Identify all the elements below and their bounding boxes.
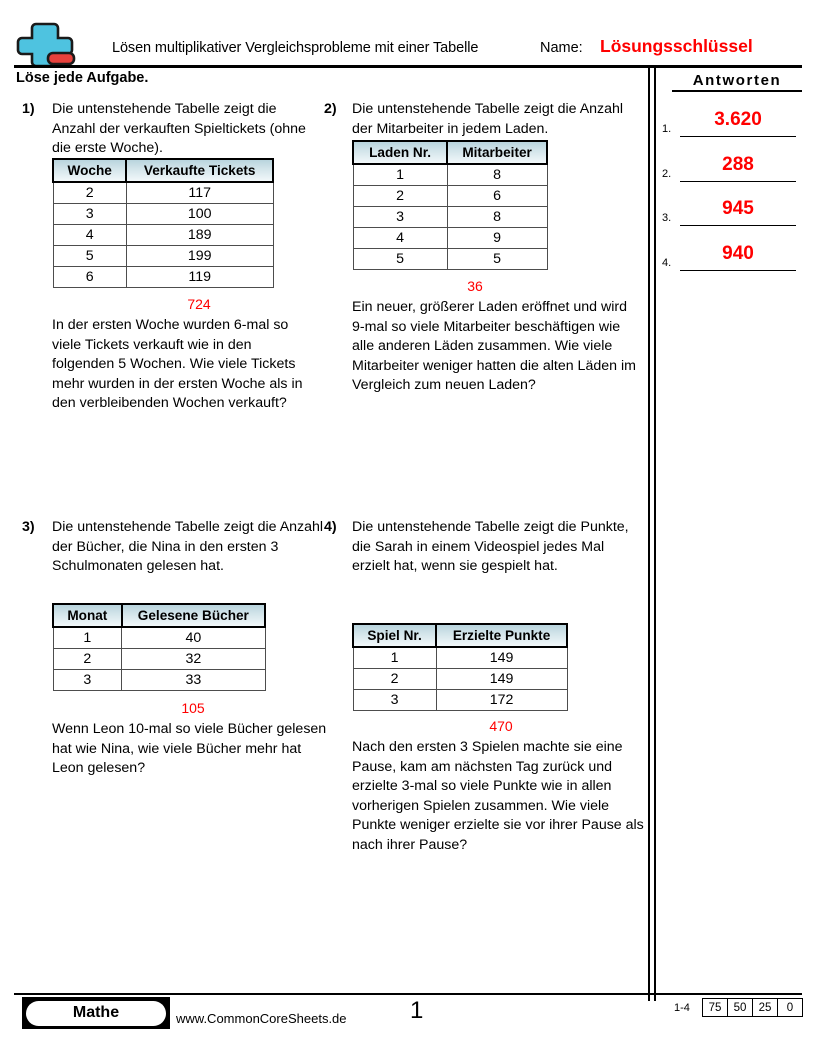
table-row	[53, 670, 265, 691]
answer-line-1[interactable]	[680, 136, 796, 137]
table-cell: 5	[53, 246, 126, 267]
problem-4-intro: Die untenstehende Tabelle zeigt die Punkte, die Sarah in einem Videospiel jedes Mal erzielt hat, wenn sie gespielt hat.	[352, 519, 629, 574]
problem-2-table	[352, 140, 548, 270]
table-cell: 33	[122, 670, 265, 691]
table-header-cell: Spiel Nr.	[353, 624, 436, 647]
subject-badge	[22, 997, 170, 1029]
table-row	[53, 225, 273, 246]
table-cell: 149	[436, 669, 567, 690]
answer-line-3[interactable]	[680, 225, 796, 226]
table-row	[53, 267, 273, 288]
header-divider	[14, 65, 802, 68]
problem-1-intro: Die untenstehende Tabelle zeigt die Anzahl der verkauften Spieltickets (ohne die erste Woche).	[52, 101, 306, 156]
table-header-row	[53, 159, 273, 182]
table-cell: 3	[53, 670, 122, 691]
column-divider-left	[648, 66, 650, 1001]
table-header-cell: Mitarbeiter	[447, 141, 547, 164]
table-cell: 3	[353, 207, 447, 228]
answers-heading: Antworten	[672, 72, 802, 92]
answer-number-3: 3.	[662, 212, 672, 224]
table-header-cell: Verkaufte Tickets	[126, 159, 273, 182]
table-cell: 2	[53, 649, 122, 670]
problem-4-number: 4)	[324, 519, 337, 535]
table-row	[353, 669, 567, 690]
table-row	[353, 164, 547, 186]
subject-badge-label: Mathe	[26, 1001, 166, 1026]
problem-3-question: Wenn Leon 10-mal so viele Bücher gelesen hat wie Nina, wie viele Bücher mehr hat Leon gelesen?	[52, 721, 327, 776]
footer-divider	[14, 993, 802, 995]
answer-value-4: 940	[722, 243, 754, 264]
table-header-cell: Monat	[53, 604, 122, 627]
table-cell: 40	[122, 627, 265, 649]
problem-3-sum: 105	[181, 700, 205, 716]
answer-row-2	[662, 153, 802, 193]
table-row	[53, 204, 273, 225]
table-row	[353, 186, 547, 207]
table-row	[53, 182, 273, 204]
table-header-row	[353, 624, 567, 647]
table-header-row	[353, 141, 547, 164]
answer-value-3: 945	[722, 198, 754, 219]
table-cell: 117	[126, 182, 273, 204]
score-scale	[702, 998, 803, 1017]
problem-2-number: 2)	[324, 101, 337, 117]
problem-1-question: In der ersten Woche wurden 6-mal so viele Tickets verkauft wie in den folgenden 5 Wochen. Wie viele Tickets mehr wurden in der ersten Woche als in den verbleibenden Wochen verkauft?	[52, 317, 303, 411]
table-cell: 149	[436, 647, 567, 669]
table-row	[53, 246, 273, 267]
problem-3-table	[52, 603, 266, 691]
table-row	[353, 228, 547, 249]
table-header-cell: Laden Nr.	[353, 141, 447, 164]
instruction-text: Löse jede Aufgabe.	[16, 70, 149, 86]
score-box: 25	[753, 999, 778, 1016]
answer-value-2: 288	[722, 154, 754, 175]
score-box: 0	[786, 1001, 794, 1014]
table-header-cell: Erzielte Punkte	[436, 624, 567, 647]
score-box: 75	[703, 999, 728, 1016]
table-cell: 189	[126, 225, 273, 246]
problem-4-table	[352, 623, 568, 711]
answer-row-4	[662, 242, 802, 282]
table-cell: 5	[447, 249, 547, 270]
problem-1-table	[52, 158, 274, 288]
problem-3-number: 3)	[22, 519, 35, 535]
problem-2-sum: 36	[467, 278, 483, 294]
table-cell: 6	[447, 186, 547, 207]
problem-2-intro: Die untenstehende Tabelle zeigt die Anzahl der Mitarbeiter in jedem Laden.	[352, 101, 624, 137]
table-header-row	[53, 604, 265, 627]
answer-value-1: 3.620	[714, 109, 762, 130]
answer-key-label: Lösungsschlüssel	[600, 36, 753, 56]
answer-row-3	[662, 197, 802, 237]
table-row	[353, 690, 567, 711]
answer-line-2[interactable]	[680, 181, 796, 182]
score-box: 50	[728, 999, 753, 1016]
problem-1-sum: 724	[187, 296, 211, 312]
table-cell: 2	[53, 182, 126, 204]
page-number: 1	[410, 997, 424, 1024]
column-divider-right	[654, 66, 656, 1001]
table-cell: 2	[353, 669, 436, 690]
table-row	[353, 249, 547, 270]
table-row	[53, 627, 265, 649]
page-title: Lösen multiplikativer Vergleichsprobleme mit einer Tabelle	[112, 40, 479, 56]
table-cell: 8	[447, 164, 547, 186]
answer-number-2: 2.	[662, 168, 672, 180]
table-cell: 6	[53, 267, 126, 288]
table-cell: 3	[353, 690, 436, 711]
table-cell: 1	[353, 647, 436, 669]
table-cell: 1	[353, 164, 447, 186]
table-row	[353, 647, 567, 669]
table-cell: 4	[353, 228, 447, 249]
table-cell: 8	[447, 207, 547, 228]
problem-2-question: Ein neuer, größerer Laden eröffnet und wird 9-mal so viele Mitarbeiter beschäftigen wie alle anderen Läden zusammen. Wie viele Mitarbeiter weniger hatten die alten Läden im Vergleich zum neuen Laden?	[352, 299, 636, 393]
plus-minus-icon	[14, 20, 76, 68]
table-cell: 199	[126, 246, 273, 267]
table-cell: 1	[53, 627, 122, 649]
answer-row-1	[662, 108, 802, 148]
table-header-cell: Gelesene Bücher	[122, 604, 265, 627]
problem-3-intro: Die untenstehende Tabelle zeigt die Anzahl der Bücher, die Nina in den ersten 3 Schulmonaten gelesen hat.	[52, 519, 324, 574]
problem-4-question: Nach den ersten 3 Spielen machte sie eine Pause, kam am nächsten Tag zurück und erzielte 3-mal so viele Punkte wie in allen vorherigen Spielen zusammen. Wie viele Punkte weniger erzielte sie vor ihrer Pause als nach ihrer Pause?	[352, 739, 644, 853]
table-header-cell: Woche	[53, 159, 126, 182]
table-cell: 4	[53, 225, 126, 246]
problem-1-number: 1)	[22, 101, 35, 117]
table-cell: 3	[53, 204, 126, 225]
table-row	[353, 207, 547, 228]
site-url: www.CommonCoreSheets.de	[176, 1011, 347, 1026]
name-label: Name:	[540, 40, 583, 56]
table-cell: 100	[126, 204, 273, 225]
table-cell: 9	[447, 228, 547, 249]
table-cell: 172	[436, 690, 567, 711]
answer-line-4[interactable]	[680, 270, 796, 271]
problem-4-sum: 470	[489, 718, 513, 734]
table-cell: 32	[122, 649, 265, 670]
table-cell: 2	[353, 186, 447, 207]
page-header	[0, 0, 816, 68]
answer-number-1: 1.	[662, 123, 672, 135]
answer-number-4: 4.	[662, 257, 672, 269]
table-cell: 119	[126, 267, 273, 288]
table-row	[53, 649, 265, 670]
table-cell: 5	[353, 249, 447, 270]
score-range-label: 1-4	[674, 1002, 690, 1014]
